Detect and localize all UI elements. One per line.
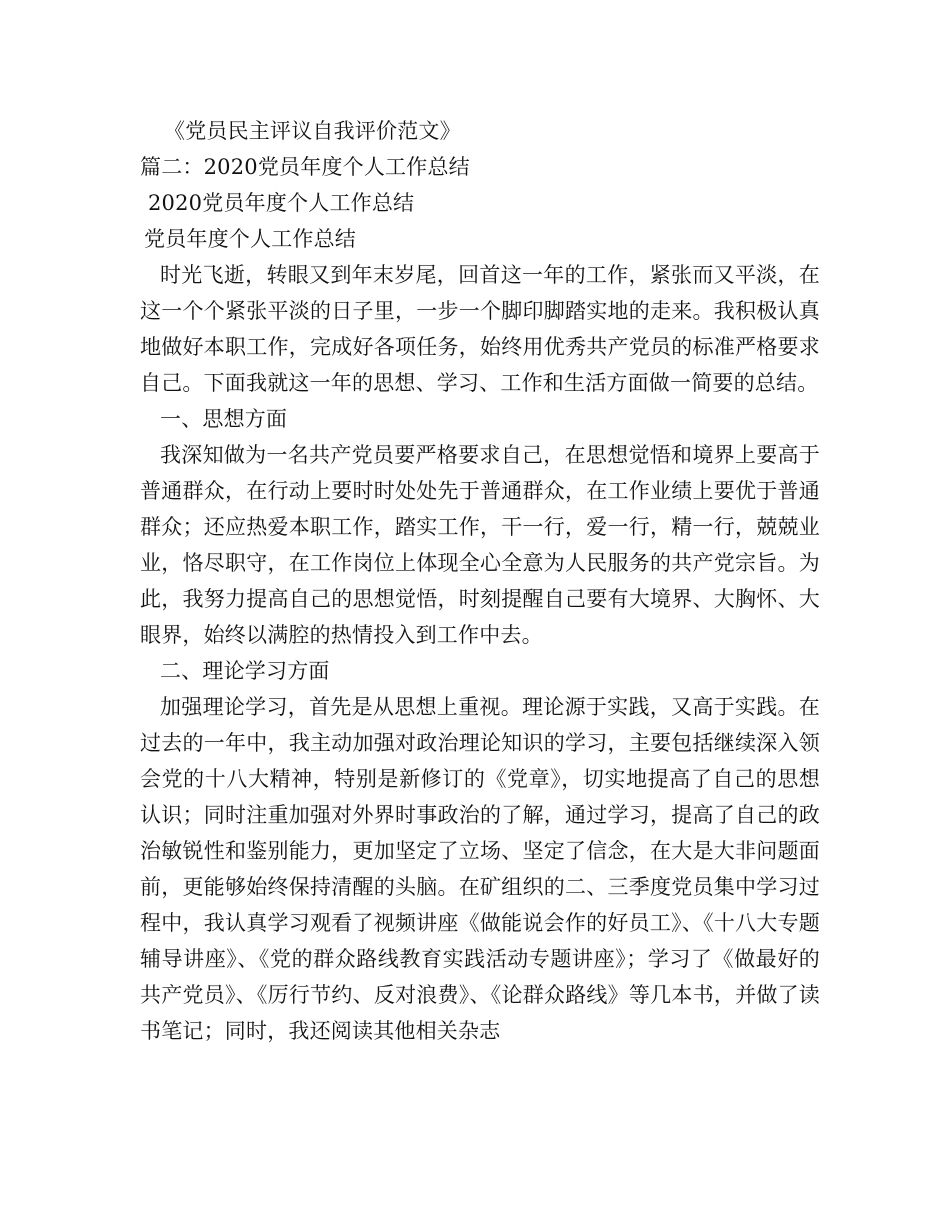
section-body-theory-study: 加强理论学习，首先是从思想上重视。理论源于实践，又高于实践。在过去的一年中，我主动加强对政治理论知识的学习，主要包括继续深入领会党的十八大精神，特别是新修订的《党章》，切实地提高了自己的思想认识；同时注重加强对外界时事政治的了解，通过学习，提高了自己的政治敏锐性和鉴别能力，更加坚定了立场、坚定了信念，在大是大非问题面前，更能够始终保持清醒的头脑。在矿组织的二、三季度党员集中学习过程中，我认真学习观看了视频讲座《做能说会作的好员工》、《十八大专题辅导讲座》、《党的群众路线教育实践活动专题讲座》；学习了《做最好的共产党员》、《厉行节约、反对浪费》、《论群众路线》等几本书，并做了读书笔记；同时，我还阅读其他相关杂志 xyxy=(140,695,820,1043)
intro-paragraph: 时光飞逝，转眼又到年末岁尾，回首这一年的工作，紧张而又平淡，在这一个个紧张平淡的日子里，一步一个脚印脚踏实地的走来。我积极认真地做好本职工作，完成好各项任务，始终用优秀共产党员的标准严格要求自己。下面我就这一年的思想、学习、工作和生活方面做一简要的总结。 xyxy=(140,263,820,395)
chapter-heading: 篇二：2020党员年度个人工作总结 xyxy=(140,155,470,179)
section-body-thought: 我深知做为一名共产党员要严格要求自己，在思想觉悟和境界上要高于普通群众，在行动上要时时处处先于普通群众，在工作业绩上要优于普通群众；还应热爱本职工作，踏实工作，干一行，爱一行，精一行，兢兢业业，恪尽职守，在工作岗位上体现全心全意为人民服务的共产党宗旨。为此，我努力提高自己的思想觉悟，时刻提醒自己要有大境界、大胸怀、大眼界，始终以满腔的热情投入到工作中去。 xyxy=(140,443,820,647)
report-title: 2020党员年度个人工作总结 xyxy=(148,191,415,215)
report-subtitle: 党员年度个人工作总结 xyxy=(144,227,356,251)
document-body xyxy=(140,113,820,1049)
section-heading-thought: 一、思想方面 xyxy=(160,407,288,431)
document-title: 《党员民主评议自我评价范文》 xyxy=(164,119,461,143)
section-heading-theory-study: 二、理论学习方面 xyxy=(160,659,330,683)
